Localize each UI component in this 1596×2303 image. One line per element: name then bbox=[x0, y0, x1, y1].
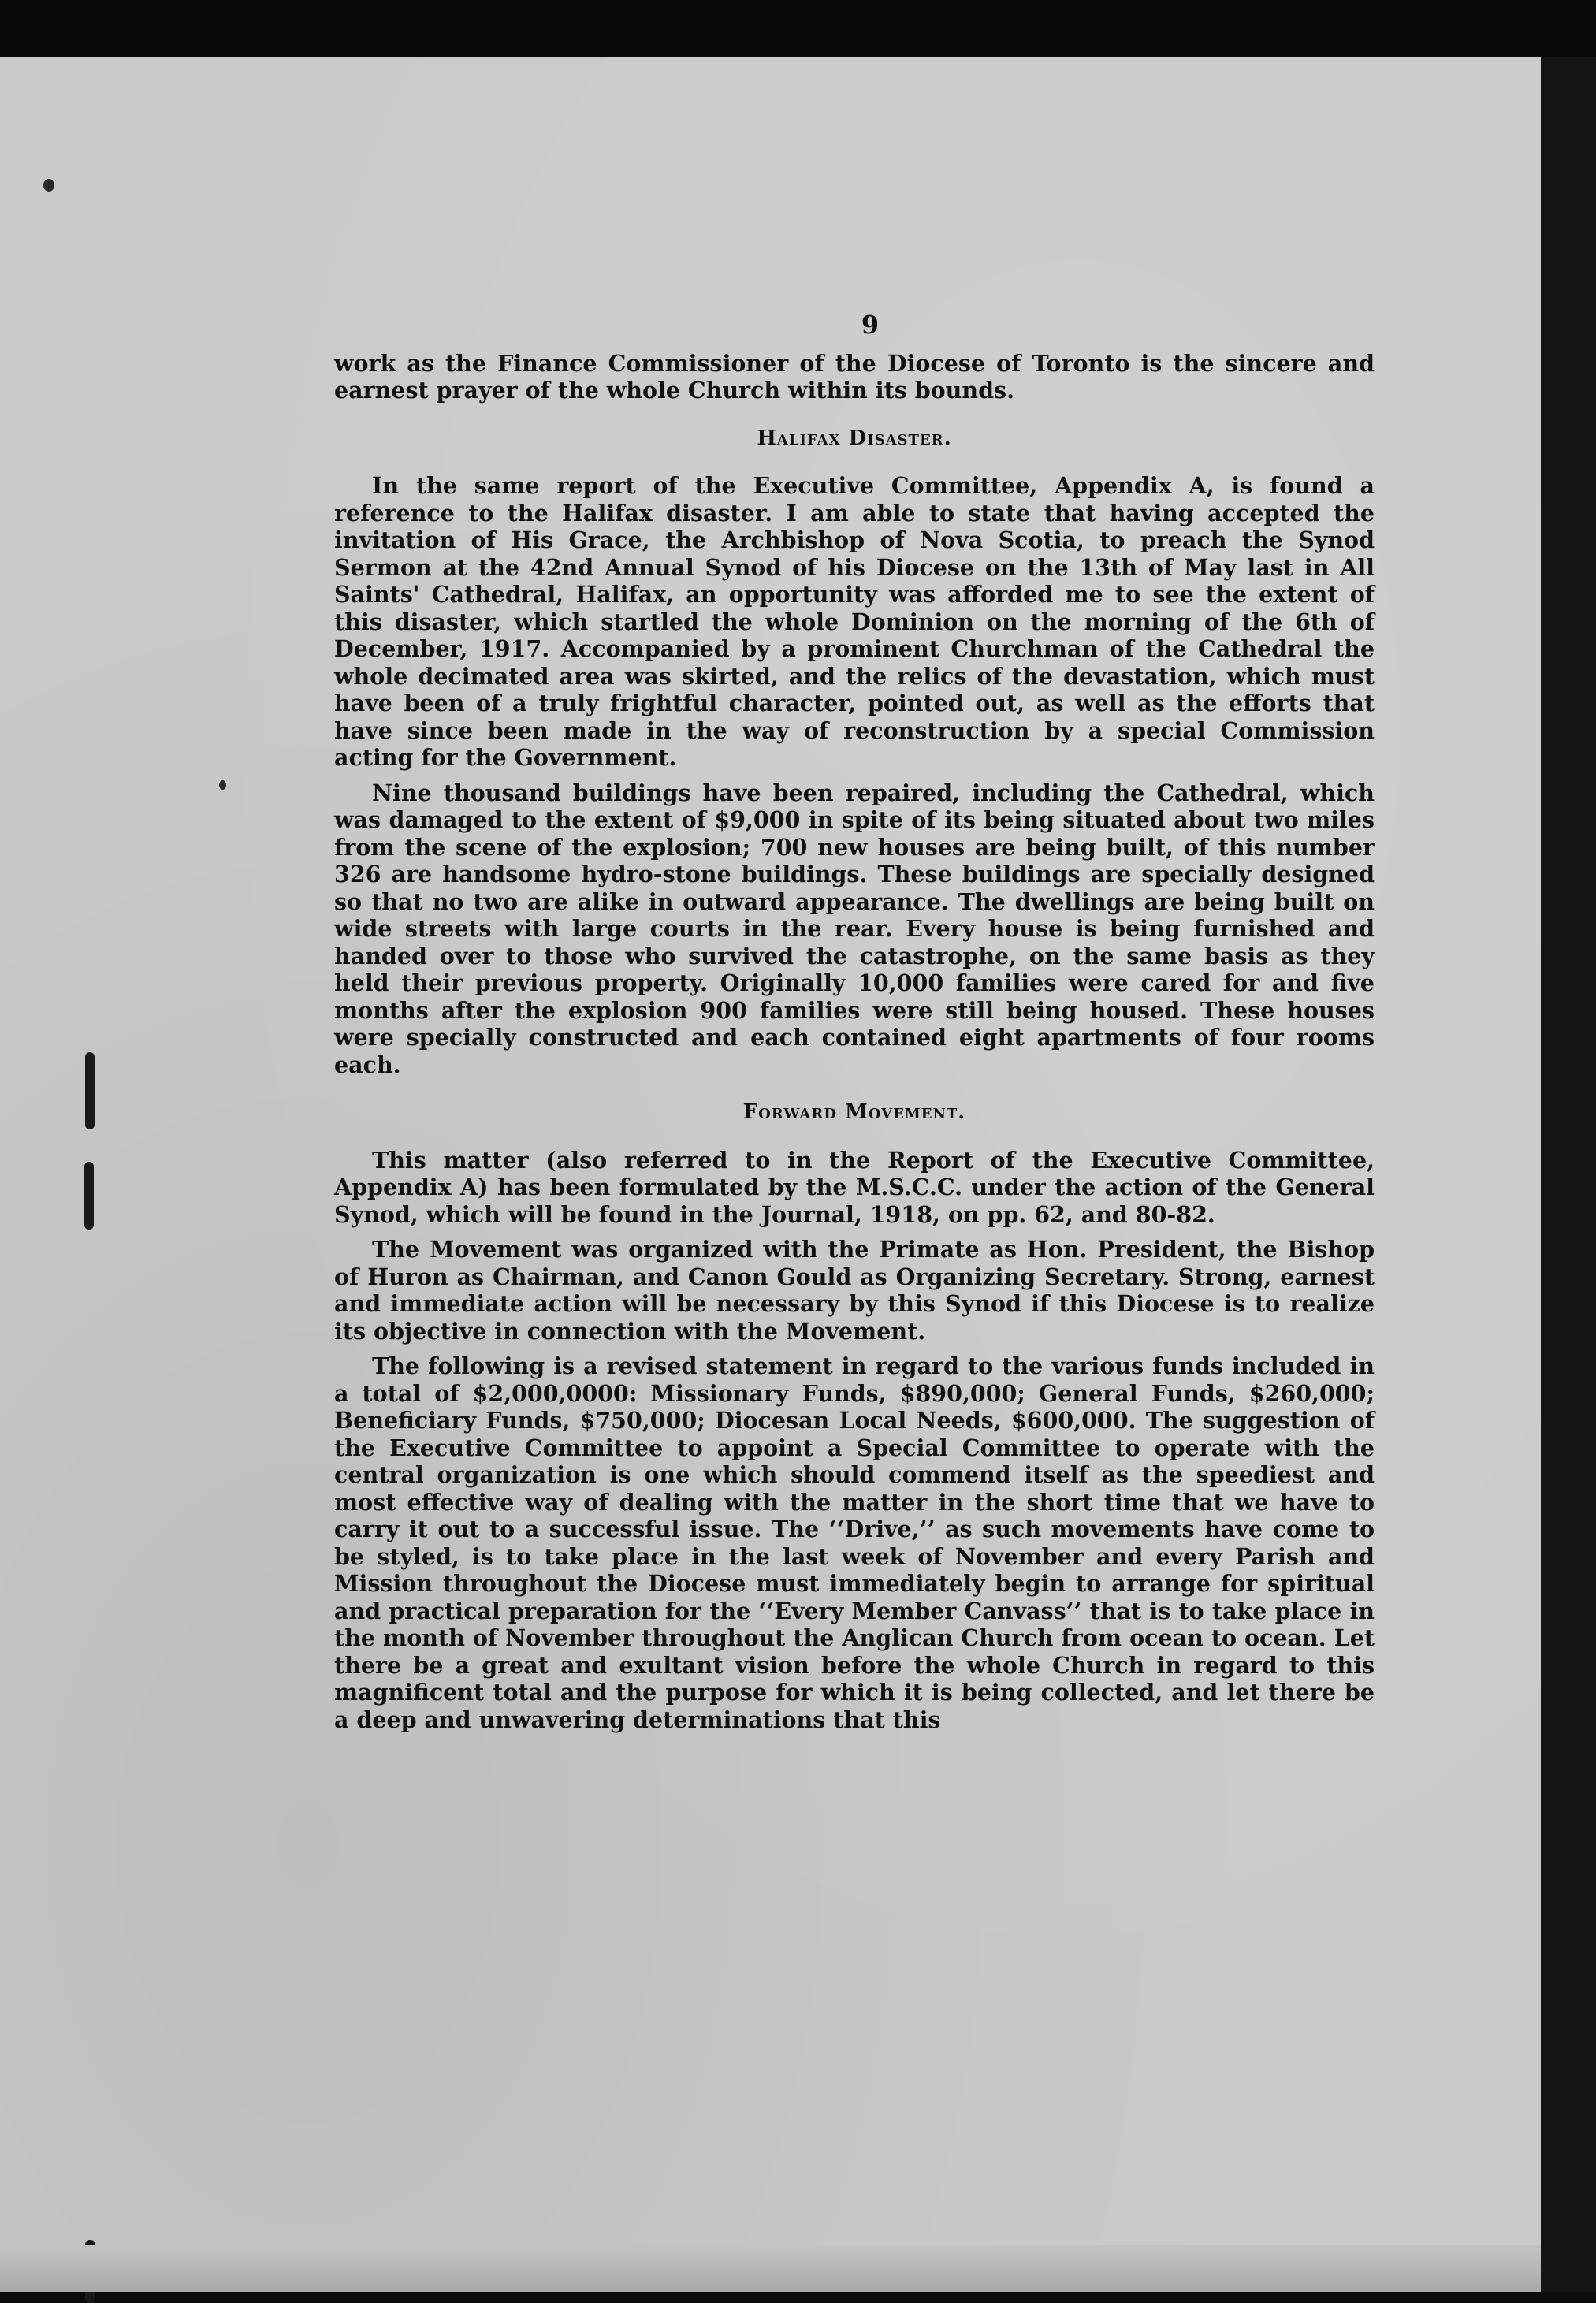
forward-movement-heading: Forward Movement. bbox=[742, 1100, 966, 1124]
scan-top-border bbox=[0, 0, 1596, 57]
margin-binding-mark bbox=[85, 1052, 95, 1129]
halifax-paragraph-1: In the same report of the Executive Committee, Appendix A, is found a reference to the Halifax disaster. I am able to state that having accepted the invitation of His Grace, the Archbishop of Nova Scotia, to preach the Synod Sermon at the 42nd Annual Synod of his Diocese on the 13th of May last in All Saints' Cathedral, Halifax, an opportunity was afforded me to see the extent of this disaster, which startled the whole Dominion on the morning of the 6th of December, 1917. Accompanied by a prominent Churchman of the Cathedral the whole decimated area was skirted, and the relics of the devastation, which must have been of a truly frightful character, pointed out, as well as the efforts that have since been made in the way of reconstruction by a special Commission acting for the Government. bbox=[334, 472, 1375, 771]
scan-bottom-edge bbox=[0, 2245, 1541, 2292]
page-number: 9 bbox=[861, 310, 880, 340]
document-body bbox=[334, 118, 1375, 1733]
scan-speck bbox=[43, 179, 54, 192]
scan-speck bbox=[219, 780, 226, 790]
margin-binding-mark bbox=[84, 1162, 94, 1230]
forward-paragraph-2: The Movement was organized with the Primate as Hon. President, the Bishop of Huron as Chairman, and Canon Gould as Organizing Secretary. Strong, earnest and immediate action will be necessary by this Synod if this Diocese is to realize its objective in connection with the Movement. bbox=[334, 1236, 1375, 1345]
halifax-paragraph-2: Nine thousand buildings have been repaired, including the Cathedral, which was damaged to the extent of $9,000 in spite of its being situated about two miles from the scene of the explosion; 700 new houses are being built, of this number 326 are handsome hydro-stone buildings. These buildings are specially designed so that no two are alike in outward appearance. The dwellings are being built on wide streets with large courts in the rear. Every house is being furnished and handed over to those who survived the catastrophe, on the same basis as they held their previous property. Originally 10,000 families were cared for and five months after the explosion 900 families were still being housed. These houses were specially constructed and each contained eight apartments of four rooms each. bbox=[334, 779, 1375, 1078]
forward-paragraph-3: The following is a revised statement in regard to the various funds included in a total of $2,000,0000: Missionary Funds, $890,000; General Funds, $260,000; Beneficiary Funds, $750,000; Diocesan Local Needs, $600,000. The suggestion of the Executive Committee to appoint a Special Committee to operate with the central organization is one which should commend itself as the speediest and most effective way of dealing with the matter in the short time that we have to carry it out to a successful issue. The ‘‘Drive,’’ as such movements have come to be styled, is to take place in the last week of November and every Parish and Mission throughout the Diocese must immediately begin to arrange for spiritual and practical preparation for the ‘‘Every Member Canvass’’ that is to take place in the month of November throughout the Anglican Church from ocean to ocean. Let there be a great and exultant vision before the whole Church in regard to this magnificent total and the purpose for which it is being collected, and let there be a deep and unwavering determinations that this bbox=[334, 1352, 1375, 1733]
forward-paragraph-1: This matter (also referred to in the Report of the Executive Committee, Appendix A) has been formulated by the M.S.C.C. under the action of the General Synod, which will be found in the Journal, 1918, on pp. 62, and 80-82. bbox=[334, 1146, 1375, 1228]
intro-paragraph: work as the Finance Commissioner of the Diocese of Toronto is the sincere and earnest prayer of the whole Church within its bounds. bbox=[334, 349, 1375, 404]
halifax-heading: Halifax Disaster. bbox=[757, 426, 952, 450]
scan-right-border bbox=[1541, 57, 1596, 2292]
